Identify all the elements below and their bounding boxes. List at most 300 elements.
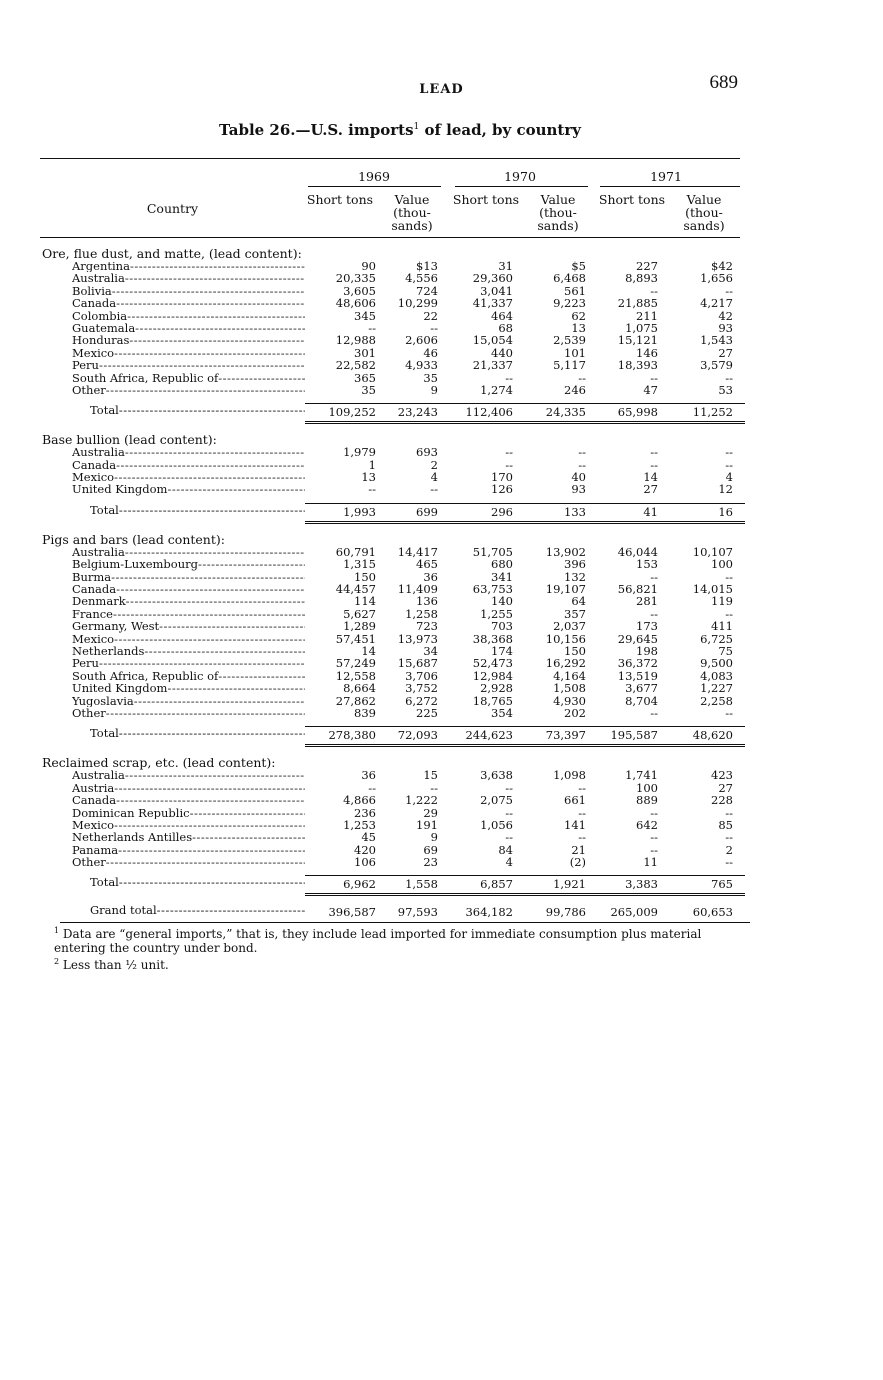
table-cell: 15,054 (472, 333, 513, 348)
table-cell: 35 (361, 382, 376, 397)
country-name: Mexico ----- (72, 819, 305, 831)
total-cell: 1,558 (405, 877, 438, 892)
table-cell: 100 (711, 557, 733, 572)
table-cell: 1,258 (405, 606, 438, 621)
table-cell: 119 (711, 594, 733, 609)
country-name: Mexico ----- (72, 471, 305, 483)
table-cell: 1,289 (343, 619, 376, 634)
table-cell: 198 (636, 643, 658, 658)
table-header (40, 159, 740, 237)
country-name: Argentina ----- (72, 260, 305, 272)
table-cell: 100 (636, 780, 658, 795)
table-cell: -- (650, 370, 658, 385)
table-cell: 724 (416, 283, 438, 298)
table-cell: -- (725, 606, 733, 621)
table-cell: 354 (491, 705, 513, 720)
footnote (54, 924, 754, 955)
country-name: Canada ----- (72, 583, 305, 595)
table-cell: 18,393 (617, 358, 658, 373)
total-row (40, 723, 740, 743)
table-row (40, 558, 740, 570)
table-cell: 56,821 (617, 582, 658, 597)
country-name: Other ----- (72, 856, 305, 868)
table-cell: 48,606 (335, 296, 376, 311)
table-cell: 2,539 (553, 333, 586, 348)
table-cell: 14 (361, 643, 376, 658)
total-cell: 23,243 (397, 405, 438, 420)
table-cell: 57,249 (335, 656, 376, 671)
table-cell: -- (368, 482, 376, 497)
table-cell: -- (725, 705, 733, 720)
subheader-short-tons: Short tons (306, 192, 374, 207)
table-cell: -- (368, 780, 376, 795)
grand-total-cell: 97,593 (397, 905, 438, 920)
table-cell: 5,117 (553, 358, 586, 373)
table-cell: 68 (498, 320, 513, 335)
total-cell: 41 (643, 504, 658, 519)
table-cell: 29,645 (617, 631, 658, 646)
grand-total-cell: 364,182 (465, 905, 513, 920)
table-cell: -- (650, 842, 658, 857)
table-cell: -- (368, 320, 376, 335)
table-section (40, 531, 740, 743)
table-cell: 90 (361, 259, 376, 273)
table-cell: 23 (423, 855, 438, 870)
table-cell: 141 (564, 817, 586, 832)
table-cell: 889 (636, 793, 658, 808)
table-cell: 4,933 (405, 358, 438, 373)
table-row (40, 657, 740, 669)
table-cell: 170 (491, 470, 513, 485)
table-cell: 8,704 (625, 693, 658, 708)
table-cell: 1,227 (700, 681, 733, 696)
table-row (40, 682, 740, 694)
table-cell: 45 (361, 830, 376, 845)
table-cell: -- (725, 805, 733, 820)
table-cell: 27 (643, 482, 658, 497)
table-cell: 6,468 (553, 271, 586, 286)
table-cell: 52,473 (472, 656, 513, 671)
table-cell: 642 (636, 817, 658, 832)
country-name: Canada ----- (72, 459, 305, 471)
table-row (40, 807, 740, 819)
table-cell: 202 (564, 705, 586, 720)
table-title: Table 26.—U.S. imports$^1$ of lead, by country (219, 121, 581, 139)
table-row (40, 856, 740, 868)
table-row (40, 695, 740, 707)
total-cell: 6,962 (343, 877, 376, 892)
table-section (40, 248, 740, 420)
table-cell: 4 (725, 470, 733, 485)
table-cell: 60,791 (335, 544, 376, 559)
country-name: Austria ----- (72, 782, 305, 794)
table-cell: 2,606 (405, 333, 438, 348)
table-cell: 12,558 (335, 668, 376, 683)
subheader-value: Value (thou- sands) (391, 192, 433, 233)
table-cell: 53 (718, 382, 733, 397)
country-name: Australia ----- (72, 446, 305, 458)
table-cell: -- (578, 780, 586, 795)
table-cell: 15,687 (397, 656, 438, 671)
table-cell: 236 (354, 805, 376, 820)
table-cell: 15,121 (617, 333, 658, 348)
table-cell: 440 (491, 345, 513, 360)
table-row (40, 844, 740, 856)
table-cell: 101 (564, 345, 586, 360)
table-cell: 150 (354, 569, 376, 584)
table-cell: 14,015 (692, 582, 733, 597)
table-row (40, 359, 740, 371)
table-cell: 9,500 (700, 656, 733, 671)
table-row (40, 372, 740, 384)
total-cell: 296 (491, 504, 513, 519)
table-cell: 51,705 (472, 544, 513, 559)
table-cell: 21,337 (472, 358, 513, 373)
country-name: Denmark ----- (72, 595, 305, 607)
table-cell: 63,753 (472, 582, 513, 597)
subheader-value: Value (thou- sands) (537, 192, 579, 233)
table-cell: 13,902 (545, 544, 586, 559)
table-cell: 227 (636, 259, 658, 273)
table-cell: 64 (571, 594, 586, 609)
total-cell: 11,252 (692, 405, 733, 420)
total-label: Total ----- (90, 723, 305, 743)
table-cell: 44,457 (335, 582, 376, 597)
total-row (40, 400, 740, 420)
grand-total-cell: 396,587 (328, 905, 376, 920)
country-name: Canada ----- (72, 297, 305, 309)
table-cell: -- (725, 855, 733, 870)
table-row (40, 483, 740, 495)
table-cell: 2,075 (480, 793, 513, 808)
page-number: 689 (709, 72, 738, 93)
section-heading: Base bullion (lead content): (42, 432, 217, 448)
table-cell: 46 (423, 345, 438, 360)
table-cell: 680 (491, 557, 513, 572)
table-cell: 1,979 (343, 445, 376, 460)
table-cell: 1,222 (405, 793, 438, 808)
table-row (40, 546, 740, 558)
table-cell: 561 (564, 283, 586, 298)
total-cell: 72,093 (397, 728, 438, 743)
table-cell: -- (505, 780, 513, 795)
country-name: Yugoslavia ----- (72, 695, 305, 707)
table-cell: 1,315 (343, 557, 376, 572)
table-cell: 150 (564, 643, 586, 658)
total-cell: 6,857 (480, 877, 513, 892)
table-cell: 18,765 (472, 693, 513, 708)
table-row (40, 272, 740, 284)
country-name: Burma ----- (72, 571, 305, 583)
table-cell: 2,258 (700, 693, 733, 708)
section-heading: Pigs and bars (lead content): (42, 531, 225, 547)
country-name: United Kingdom ----- (72, 682, 305, 694)
total-label: Total ----- (90, 400, 305, 420)
total-cell: 112,406 (465, 405, 513, 420)
table-cell: 21 (571, 842, 586, 857)
total-cell: 699 (416, 504, 438, 519)
table-cell: 1,075 (625, 320, 658, 335)
table-cell: (2) (569, 855, 586, 870)
table-cell: 1,255 (480, 606, 513, 621)
total-cell: 48,620 (692, 728, 733, 743)
table-cell: 465 (416, 557, 438, 572)
table-cell: 2,928 (480, 681, 513, 696)
table-cell: 13,973 (397, 631, 438, 646)
year-header-1971: 1971 (650, 169, 682, 184)
table-cell: 6,272 (405, 693, 438, 708)
table-cell: -- (578, 805, 586, 820)
total-cell: 133 (564, 504, 586, 519)
table-cell: 2,037 (553, 619, 586, 634)
total-cell: 3,383 (625, 877, 658, 892)
table-cell: -- (578, 457, 586, 472)
subheader-short-tons: Short tons (598, 192, 666, 207)
table-cell: 1,508 (553, 681, 586, 696)
table-cell: 153 (636, 557, 658, 572)
table-row (40, 608, 740, 620)
table-cell: 5,627 (343, 606, 376, 621)
table-cell: 661 (564, 793, 586, 808)
table-cell: 12 (718, 482, 733, 497)
table-cell: 3,041 (480, 283, 513, 298)
country-name: Other ----- (72, 707, 305, 719)
table-cell: 14 (643, 470, 658, 485)
grand-total-label: Grand total ----- (90, 900, 305, 920)
section-heading: Reclaimed scrap, etc. (lead content): (42, 755, 276, 771)
table-cell: 38,368 (472, 631, 513, 646)
table-cell: -- (725, 830, 733, 845)
total-cell: 65,998 (617, 405, 658, 420)
table-cell: -- (650, 805, 658, 820)
country-name: Guatemala ----- (72, 322, 305, 334)
table-cell: $13 (416, 259, 438, 273)
country-name: Australia ----- (72, 769, 305, 781)
table-cell: 11 (643, 855, 658, 870)
country-name: Honduras ----- (72, 334, 305, 346)
table-cell: 357 (564, 606, 586, 621)
table-cell: -- (505, 805, 513, 820)
table-cell: 12,984 (472, 668, 513, 683)
footnote-mark: 1 (54, 926, 60, 935)
table-cell: -- (650, 457, 658, 472)
table-row (40, 583, 740, 595)
footnotes (54, 924, 754, 972)
total-cell: 195,587 (610, 728, 658, 743)
table-cell: $42 (711, 259, 733, 273)
table-cell: -- (650, 705, 658, 720)
table-cell: 174 (491, 643, 513, 658)
table-cell: 29 (423, 805, 438, 820)
table-cell: -- (505, 830, 513, 845)
country-name: Mexico ----- (72, 633, 305, 645)
table-cell: -- (430, 482, 438, 497)
country-name: South Africa, Republic of ----- (72, 372, 305, 384)
table-cell: $5 (571, 259, 586, 273)
country-name: Netherlands ----- (72, 645, 305, 657)
table-row (40, 707, 740, 719)
table-cell: 1,274 (480, 382, 513, 397)
table-cell: 36 (423, 569, 438, 584)
table-cell: 132 (564, 569, 586, 584)
table-cell: 1,656 (700, 271, 733, 286)
table-cell: 411 (711, 619, 733, 634)
country-name: Peru ----- (72, 359, 305, 371)
grand-total-cell: 265,009 (610, 905, 658, 920)
table-cell: -- (578, 370, 586, 385)
table-cell: 4,164 (553, 668, 586, 683)
table-cell: 3,677 (625, 681, 658, 696)
grand-total-row (40, 900, 740, 920)
table-cell: 31 (498, 259, 513, 273)
table-cell: 27 (718, 345, 733, 360)
table-section (40, 434, 740, 520)
table-cell: 1 (368, 457, 376, 472)
table-row (40, 471, 740, 483)
table-cell: -- (430, 780, 438, 795)
table-cell: 4,930 (553, 693, 586, 708)
footnote-mark: 2 (54, 957, 60, 966)
total-label: Total ----- (90, 872, 305, 892)
table-cell: 85 (718, 817, 733, 832)
year-header-1969: 1969 (358, 169, 390, 184)
country-name: Bolivia ----- (72, 285, 305, 297)
table-cell: 40 (571, 470, 586, 485)
table-cell: 13 (571, 320, 586, 335)
table-cell: 211 (636, 308, 658, 323)
table-cell: 228 (711, 793, 733, 808)
imports-table (40, 158, 740, 920)
table-cell: 21,885 (617, 296, 658, 311)
country-name: Peru ----- (72, 657, 305, 669)
table-cell: 3,706 (405, 668, 438, 683)
table-cell: 225 (416, 705, 438, 720)
country-name: Australia ----- (72, 546, 305, 558)
table-cell: -- (430, 320, 438, 335)
total-row (40, 872, 740, 892)
country-name: Australia ----- (72, 272, 305, 284)
table-cell: 13,519 (617, 668, 658, 683)
table-cell: 3,579 (700, 358, 733, 373)
table-cell: 1,741 (625, 768, 658, 783)
table-cell: 75 (718, 643, 733, 658)
table-cell: 93 (718, 320, 733, 335)
table-cell: -- (650, 445, 658, 460)
table-cell: 9,223 (553, 296, 586, 311)
table-cell: 15 (423, 768, 438, 783)
table-cell: 839 (354, 705, 376, 720)
total-cell: 24,335 (545, 405, 586, 420)
table-cell: -- (650, 283, 658, 298)
total-row (40, 500, 740, 520)
table-cell: 69 (423, 842, 438, 857)
table-cell: 114 (354, 594, 376, 609)
table-cell: 36 (361, 768, 376, 783)
subheader-value: Value (thou- sands) (683, 192, 725, 233)
total-cell: 278,380 (328, 728, 376, 743)
table-cell: 703 (491, 619, 513, 634)
table-cell: 345 (354, 308, 376, 323)
table-cell: 246 (564, 382, 586, 397)
table-cell: 14,417 (397, 544, 438, 559)
table-cell: 1,543 (700, 333, 733, 348)
table-cell: 9 (430, 830, 438, 845)
country-name: Colombia ----- (72, 310, 305, 322)
table-cell: 341 (491, 569, 513, 584)
table-row (40, 819, 740, 831)
table-cell: 57,451 (335, 631, 376, 646)
total-cell: 1,921 (553, 877, 586, 892)
table-cell: 1,056 (480, 817, 513, 832)
country-name: France ----- (72, 608, 305, 620)
grand-total-cell: 60,653 (692, 905, 733, 920)
section-heading: Ore, flue dust, and matte, (lead content): (42, 246, 302, 261)
table-cell: 36,372 (617, 656, 658, 671)
table-cell: 4,217 (700, 296, 733, 311)
country-name: Dominican Republic ----- (72, 807, 305, 819)
footnote (54, 955, 754, 972)
table-cell: 9 (430, 382, 438, 397)
subheader-short-tons: Short tons (452, 192, 520, 207)
table-cell: 10,156 (545, 631, 586, 646)
table-cell: 191 (416, 817, 438, 832)
table-cell: 27,862 (335, 693, 376, 708)
table-row (40, 620, 740, 632)
grand-total-cell: 99,786 (545, 905, 586, 920)
table-cell: 29,360 (472, 271, 513, 286)
table-cell: -- (505, 445, 513, 460)
table-cell: 22,582 (335, 358, 376, 373)
table-cell: 723 (416, 619, 438, 634)
table-cell: 693 (416, 445, 438, 460)
table-cell: -- (725, 569, 733, 584)
total-cell: 1,993 (343, 504, 376, 519)
table-cell: 84 (498, 842, 513, 857)
table-row (40, 633, 740, 645)
table-row (40, 446, 740, 458)
table-cell: 4,866 (343, 793, 376, 808)
table-cell: 396 (564, 557, 586, 572)
table-row (40, 831, 740, 843)
table-cell: 22 (423, 308, 438, 323)
country-name: Panama ----- (72, 844, 305, 856)
table-cell: 8,664 (343, 681, 376, 696)
table-cell: 10,299 (397, 296, 438, 311)
table-cell: -- (650, 569, 658, 584)
table-cell: 34 (423, 643, 438, 658)
total-label: Total ----- (90, 500, 305, 520)
table-cell: -- (725, 457, 733, 472)
table-cell: 47 (643, 382, 658, 397)
table-cell: 6,725 (700, 631, 733, 646)
table-cell: -- (578, 830, 586, 845)
country-name: Mexico ----- (72, 347, 305, 359)
table-cell: 16,292 (545, 656, 586, 671)
table-cell: 140 (491, 594, 513, 609)
country-column-header: Country (146, 201, 199, 216)
table-cell: -- (578, 445, 586, 460)
table-cell: 2 (430, 457, 438, 472)
table-cell: -- (650, 606, 658, 621)
table-cell: 46,044 (617, 544, 658, 559)
table-cell: 365 (354, 370, 376, 385)
table-cell: 62 (571, 308, 586, 323)
country-name: Belgium-Luxembourg ----- (72, 558, 305, 570)
table-cell: -- (650, 830, 658, 845)
table-row (40, 334, 740, 346)
table-cell: 146 (636, 345, 658, 360)
table-cell: 2 (725, 842, 733, 857)
